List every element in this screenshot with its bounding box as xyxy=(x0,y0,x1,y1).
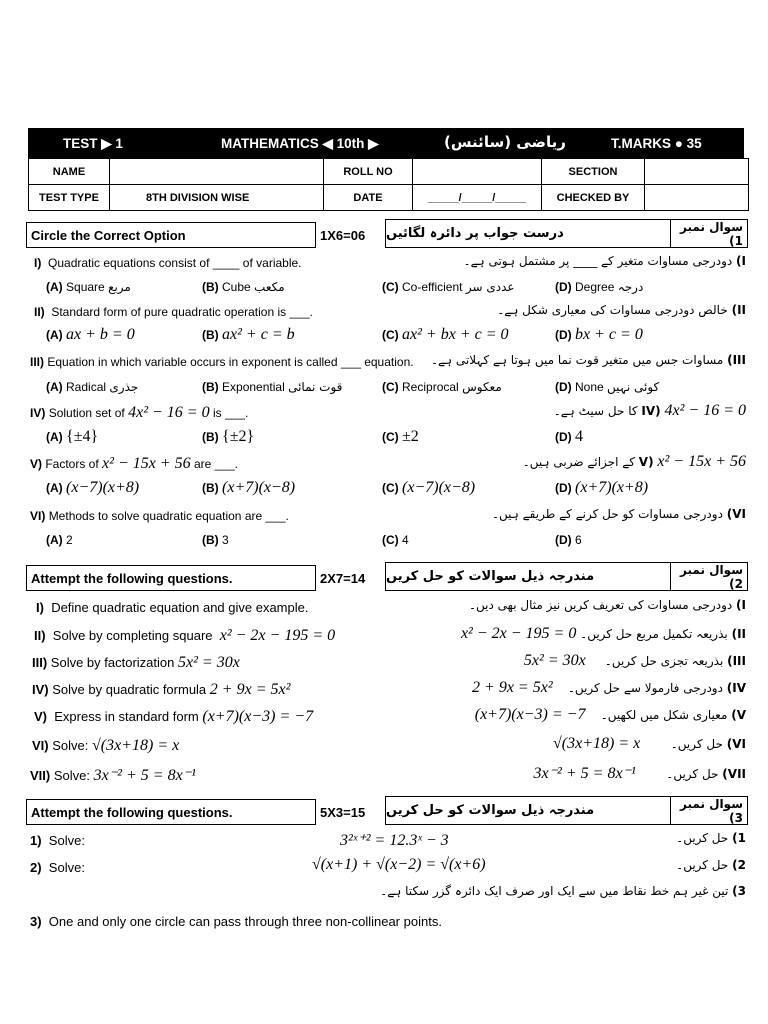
option-d[interactable] xyxy=(555,280,643,294)
option-a[interactable] xyxy=(46,380,138,394)
total-marks: T.MARKS ● 35 xyxy=(611,136,702,151)
subject-title: MATHEMATICS ◀ 10th ▶ xyxy=(221,136,379,151)
question-number: 3) xyxy=(30,914,42,929)
option-math: ax² + c = b xyxy=(222,326,295,343)
option-letter: (D) xyxy=(555,380,572,394)
option-b[interactable] xyxy=(202,326,295,344)
long-question-2-urdu xyxy=(676,858,746,872)
option-text: Reciprocal xyxy=(402,380,459,394)
option-letter: (D) xyxy=(555,280,572,294)
option-letter: (B) xyxy=(202,328,219,342)
option-c[interactable] xyxy=(382,479,475,497)
option-math: (x−7)(x−8) xyxy=(402,479,476,496)
question-math: 3x⁻² + 5 = 8x⁻¹ xyxy=(93,767,196,784)
short-question-6 xyxy=(32,737,179,755)
option-letter: (D) xyxy=(555,328,572,342)
option-text: Exponential xyxy=(222,380,285,394)
option-c[interactable] xyxy=(382,280,515,294)
option-letter: (A) xyxy=(46,430,63,444)
question-text: Express in standard form xyxy=(54,709,199,724)
long-question-1-urdu xyxy=(676,831,746,845)
option-d[interactable] xyxy=(555,380,659,394)
question-number: 2) xyxy=(30,860,42,875)
option-text: None xyxy=(575,380,604,394)
question-number: V) xyxy=(34,709,47,724)
question-text: Standard form of pure quadratic operation is ___. xyxy=(51,305,313,319)
question-4-urdu xyxy=(554,402,746,420)
option-letter: (B) xyxy=(202,533,219,547)
section-label: SECTION xyxy=(541,158,645,185)
question-6 xyxy=(30,509,289,523)
question-text-end: are ___. xyxy=(193,457,239,471)
question-number-urdu: 1) xyxy=(732,831,746,845)
short-question-2-urdu xyxy=(461,625,746,643)
question-text-urdu: بذریعہ تجزی حل کریں۔ xyxy=(604,654,724,668)
name-label: NAME xyxy=(28,158,110,185)
question-text-urdu: بذریعہ تکمیل مربع حل کریں۔ xyxy=(580,627,728,641)
option-text: Cube xyxy=(222,280,251,294)
option-text: Degree xyxy=(575,280,615,294)
option-c[interactable] xyxy=(382,326,509,344)
question-text-urdu: کا حل سیٹ ہے۔ xyxy=(553,404,638,418)
question-number-urdu: III) xyxy=(727,654,746,668)
question-number: III) xyxy=(32,655,48,670)
question-text-urdu: دودرجی فارمولا سے حل کریں۔ xyxy=(567,681,723,695)
test-type-value: 8TH DIVISION WISE xyxy=(109,184,324,211)
option-b[interactable] xyxy=(202,380,342,394)
question-text: Equation in which variable occurs in exponent is called ___ equation. xyxy=(47,355,414,369)
short-question-5 xyxy=(34,708,313,726)
section2-number-urdu: سوال نمبر 2) xyxy=(670,562,748,591)
question-text-urdu: حل کریں۔ xyxy=(676,858,729,872)
option-letter: (A) xyxy=(46,533,63,547)
question-text-urdu: حل کریں۔ xyxy=(670,737,723,751)
option-math: (x+7)(x−8) xyxy=(222,479,296,496)
question-number-urdu: VI) xyxy=(726,507,746,521)
option-letter: (B) xyxy=(202,481,219,495)
section2-marks: 2X7=14 xyxy=(320,571,366,586)
option-math: ±2 xyxy=(402,428,419,445)
roll-field[interactable] xyxy=(412,158,542,185)
question-text-urdu: تین غیر ہم خط نقاط میں سے ایک اور صرف ایک دائرہ گزر سکتا ہے۔ xyxy=(380,884,729,898)
option-letter: (D) xyxy=(555,533,572,547)
long-question-2 xyxy=(30,860,85,875)
question-number: V) xyxy=(30,457,42,471)
question-math-urdu: x² − 2x − 195 = 0 xyxy=(460,625,577,642)
question-math-urdu: 4x² − 16 = 0 xyxy=(664,402,746,419)
subject-title-urdu: ریاضی (سائنس) xyxy=(444,133,566,151)
short-question-1-urdu xyxy=(469,598,746,612)
question-text: Methods to solve quadratic equation are ___. xyxy=(48,509,289,523)
question-text-end: is ___. xyxy=(212,406,249,420)
option-d[interactable] xyxy=(555,428,583,446)
option-text-urdu: عددی سر xyxy=(465,280,515,294)
section1-marks: 1X6=06 xyxy=(320,228,366,243)
question-number-urdu: V) xyxy=(638,455,654,469)
option-b[interactable] xyxy=(202,533,229,547)
short-question-7 xyxy=(30,765,196,785)
option-text: 4 xyxy=(402,533,409,547)
question-1-urdu xyxy=(464,254,746,268)
question-text-urdu: کے اجزائے ضربی ہیں۔ xyxy=(522,455,635,469)
question-text: One and only one circle can pass through three non-collinear points. xyxy=(48,914,442,929)
test-type-label: TEST TYPE xyxy=(28,184,110,211)
option-b[interactable] xyxy=(202,428,254,446)
option-letter: (A) xyxy=(46,481,63,495)
question-math: (x+7)(x−3) = −7 xyxy=(202,708,314,725)
option-math: (x−7)(x+8) xyxy=(66,479,140,496)
checked-field[interactable] xyxy=(644,184,749,211)
question-text: Solve by factorization xyxy=(50,655,175,670)
question-number: VI) xyxy=(30,509,46,523)
question-text: Solve: xyxy=(53,768,90,783)
roll-label: ROLL NO xyxy=(323,158,413,185)
option-text: 3 xyxy=(222,533,229,547)
question-text: Solve by completing square xyxy=(52,628,213,643)
question-number-urdu: 2) xyxy=(732,858,746,872)
question-text: Quadratic equations consist of ____ of variable. xyxy=(48,256,302,270)
question-math-urdu: (x+7)(x−3) = −7 xyxy=(474,706,586,723)
question-number: II) xyxy=(34,628,46,643)
option-d[interactable] xyxy=(555,326,643,344)
question-text-urdu: دودرجی مساوات کی تعریف کریں نیز مثال بھی دیں۔ xyxy=(469,598,733,612)
question-text: Factors of xyxy=(45,457,99,471)
long-question-2-math: √(x+1) + √(x−2) = √(x+6) xyxy=(312,856,486,873)
option-c[interactable] xyxy=(382,533,409,547)
question-number: IV) xyxy=(30,406,46,420)
question-math-urdu: 5x² = 30x xyxy=(523,652,586,669)
option-letter: (A) xyxy=(46,280,63,294)
option-letter: (C) xyxy=(382,280,399,294)
short-question-5-urdu xyxy=(475,706,746,724)
date-label: DATE xyxy=(323,184,413,211)
option-text-urdu: معکوس xyxy=(462,380,502,394)
section1-title-urdu: درست جواب پر دائرہ لگائیں xyxy=(385,219,671,248)
option-letter: (C) xyxy=(382,481,399,495)
question-number-urdu: VII) xyxy=(722,767,746,781)
question-number: II) xyxy=(34,305,45,319)
short-question-1 xyxy=(36,600,308,615)
question-text-urdu: دودرجی مساوات متغیر کے ____ پر مشتمل ہوتی ہے۔ xyxy=(463,254,733,268)
question-number: VII) xyxy=(30,768,51,783)
option-math: {±2} xyxy=(222,428,255,445)
question-text: Solution set of xyxy=(48,406,125,420)
option-text-urdu: مربع xyxy=(108,280,131,294)
option-letter: (C) xyxy=(382,380,399,394)
question-number-urdu: I) xyxy=(736,254,746,268)
student-info-table xyxy=(28,158,749,211)
option-a[interactable] xyxy=(46,280,131,294)
question-number-urdu: 3) xyxy=(732,884,746,898)
question-number-urdu: V) xyxy=(731,708,746,722)
section3-title: Attempt the following questions. xyxy=(26,799,316,825)
checked-label: CHECKED BY xyxy=(541,184,645,211)
question-number: IV) xyxy=(32,682,49,697)
short-question-4 xyxy=(32,681,290,699)
option-letter: (B) xyxy=(202,280,219,294)
question-math: √(3x+18) = x xyxy=(92,737,180,754)
option-b[interactable] xyxy=(202,280,285,294)
option-letter: (D) xyxy=(555,430,572,444)
question-number: VI) xyxy=(32,738,49,753)
option-math: 4 xyxy=(575,428,584,445)
option-letter: (C) xyxy=(382,430,399,444)
question-5-urdu xyxy=(523,453,746,471)
option-letter: (C) xyxy=(382,533,399,547)
question-number: 1) xyxy=(30,833,42,848)
question-math-urdu: 2 + 9x = 5x² xyxy=(472,679,553,696)
question-number-urdu: VI) xyxy=(726,737,746,751)
option-a[interactable] xyxy=(46,326,135,344)
short-question-4-urdu xyxy=(472,679,746,697)
question-number-urdu: III) xyxy=(727,353,746,367)
option-b[interactable] xyxy=(202,479,295,497)
question-number-urdu: IV) xyxy=(641,404,661,418)
long-question-1 xyxy=(30,833,85,848)
question-number: I) xyxy=(36,600,44,615)
question-1 xyxy=(34,256,302,270)
question-text-urdu: دودرجی مساوات کو حل کرنے کے طریقے ہیں۔ xyxy=(492,507,723,521)
short-question-3 xyxy=(32,654,240,672)
question-3 xyxy=(30,355,414,369)
option-text-urdu: مکعب xyxy=(254,280,285,294)
option-letter: (B) xyxy=(202,380,219,394)
question-math-urdu: √(3x+18) = x xyxy=(553,735,641,752)
option-c[interactable] xyxy=(382,428,419,446)
question-text-urdu: خالص دودرجی مساوات کی معیاری شکل ہے۔ xyxy=(497,303,728,317)
question-number-urdu: I) xyxy=(736,598,746,612)
option-d[interactable] xyxy=(555,479,648,497)
question-math: 4x² − 16 = 0 xyxy=(128,404,210,421)
question-math: 5x² = 30x xyxy=(178,654,240,671)
header-bar xyxy=(28,128,744,158)
short-question-6-urdu xyxy=(553,735,746,753)
name-field[interactable] xyxy=(109,158,324,185)
question-number-urdu: II) xyxy=(731,303,746,317)
option-a[interactable] xyxy=(46,533,73,547)
question-text: Define quadratic equation and give example. xyxy=(51,600,309,615)
section3-marks: 5X3=15 xyxy=(320,805,366,820)
question-number-urdu: II) xyxy=(731,627,746,641)
section2-title-urdu: مندرجہ ذیل سوالات کو حل کریں xyxy=(385,562,671,591)
question-text-urdu: مساوات جس میں متغیر قوت نما میں ہوتا ہے کہلاتی ہے۔ xyxy=(430,353,724,367)
question-math: x² − 15x + 56 xyxy=(102,455,191,472)
long-question-1-math: 3²ˣ⁺² = 12.3ˣ − 3 xyxy=(340,832,449,849)
question-text-urdu: حل کریں۔ xyxy=(666,767,719,781)
question-text: Solve: xyxy=(48,833,85,848)
question-number: III) xyxy=(30,355,44,369)
short-question-7-urdu xyxy=(534,763,747,783)
option-text: Radical xyxy=(66,380,107,394)
question-5 xyxy=(30,455,238,473)
section1-number-urdu: سوال نمبر 1) xyxy=(670,219,748,248)
short-question-2 xyxy=(34,627,335,645)
option-c[interactable] xyxy=(382,380,502,394)
question-text: Solve: xyxy=(48,860,85,875)
question-2-urdu xyxy=(497,303,746,317)
question-math-urdu: 3x⁻² + 5 = 8x⁻¹ xyxy=(533,765,636,782)
option-letter: (A) xyxy=(46,328,63,342)
option-text: 6 xyxy=(575,533,582,547)
question-2 xyxy=(34,305,313,319)
question-text-urdu: حل کریں۔ xyxy=(676,831,729,845)
question-math: x² − 2x − 195 = 0 xyxy=(219,627,336,644)
section3-number-urdu: سوال نمبر 3) xyxy=(670,796,748,825)
question-text: Solve by quadratic formula xyxy=(52,682,207,697)
question-4 xyxy=(30,404,248,422)
option-math: bx + c = 0 xyxy=(575,326,643,343)
option-letter: (C) xyxy=(382,328,399,342)
question-6-urdu xyxy=(492,507,746,521)
option-letter: (A) xyxy=(46,380,63,394)
option-math: {±4} xyxy=(66,428,99,445)
option-d[interactable] xyxy=(555,533,582,547)
option-letter: (D) xyxy=(555,481,572,495)
question-math: 2 + 9x = 5x² xyxy=(209,681,291,698)
question-number-urdu: IV) xyxy=(726,681,746,695)
section1-title: Circle the Correct Option xyxy=(26,222,316,248)
long-question-3 xyxy=(30,914,442,929)
option-text-urdu: کوئی نہیں xyxy=(607,380,660,394)
question-math-urdu: x² − 15x + 56 xyxy=(657,453,746,470)
option-text: Square xyxy=(66,280,105,294)
long-question-3-urdu xyxy=(380,884,746,898)
option-math: ax + b = 0 xyxy=(66,326,135,343)
question-number: I) xyxy=(34,256,42,270)
option-text-urdu: درجہ xyxy=(617,280,644,294)
section2-title: Attempt the following questions. xyxy=(26,565,316,591)
section3-title-urdu: مندرجہ ذیل سوالات کو حل کریں xyxy=(385,796,671,825)
test-number: TEST ▶ 1 xyxy=(63,136,123,151)
short-question-3-urdu xyxy=(524,652,746,670)
option-a[interactable] xyxy=(46,428,98,446)
option-text: 2 xyxy=(66,533,73,547)
question-text: Solve: xyxy=(52,738,89,753)
option-math: (x+7)(x+8) xyxy=(575,479,649,496)
option-text-urdu: قوت نمائی xyxy=(288,380,343,394)
option-text-urdu: جذری xyxy=(109,380,139,394)
date-field[interactable]: _____/_____/_____ xyxy=(412,184,542,211)
section-field[interactable] xyxy=(644,158,749,185)
question-text-urdu: معیاری شکل میں لکھیں۔ xyxy=(600,708,728,722)
option-text: Co-efficient xyxy=(402,280,463,294)
option-math: ax² + bx + c = 0 xyxy=(402,326,509,343)
option-a[interactable] xyxy=(46,479,139,497)
question-3-urdu xyxy=(431,353,746,367)
option-letter: (B) xyxy=(202,430,219,444)
